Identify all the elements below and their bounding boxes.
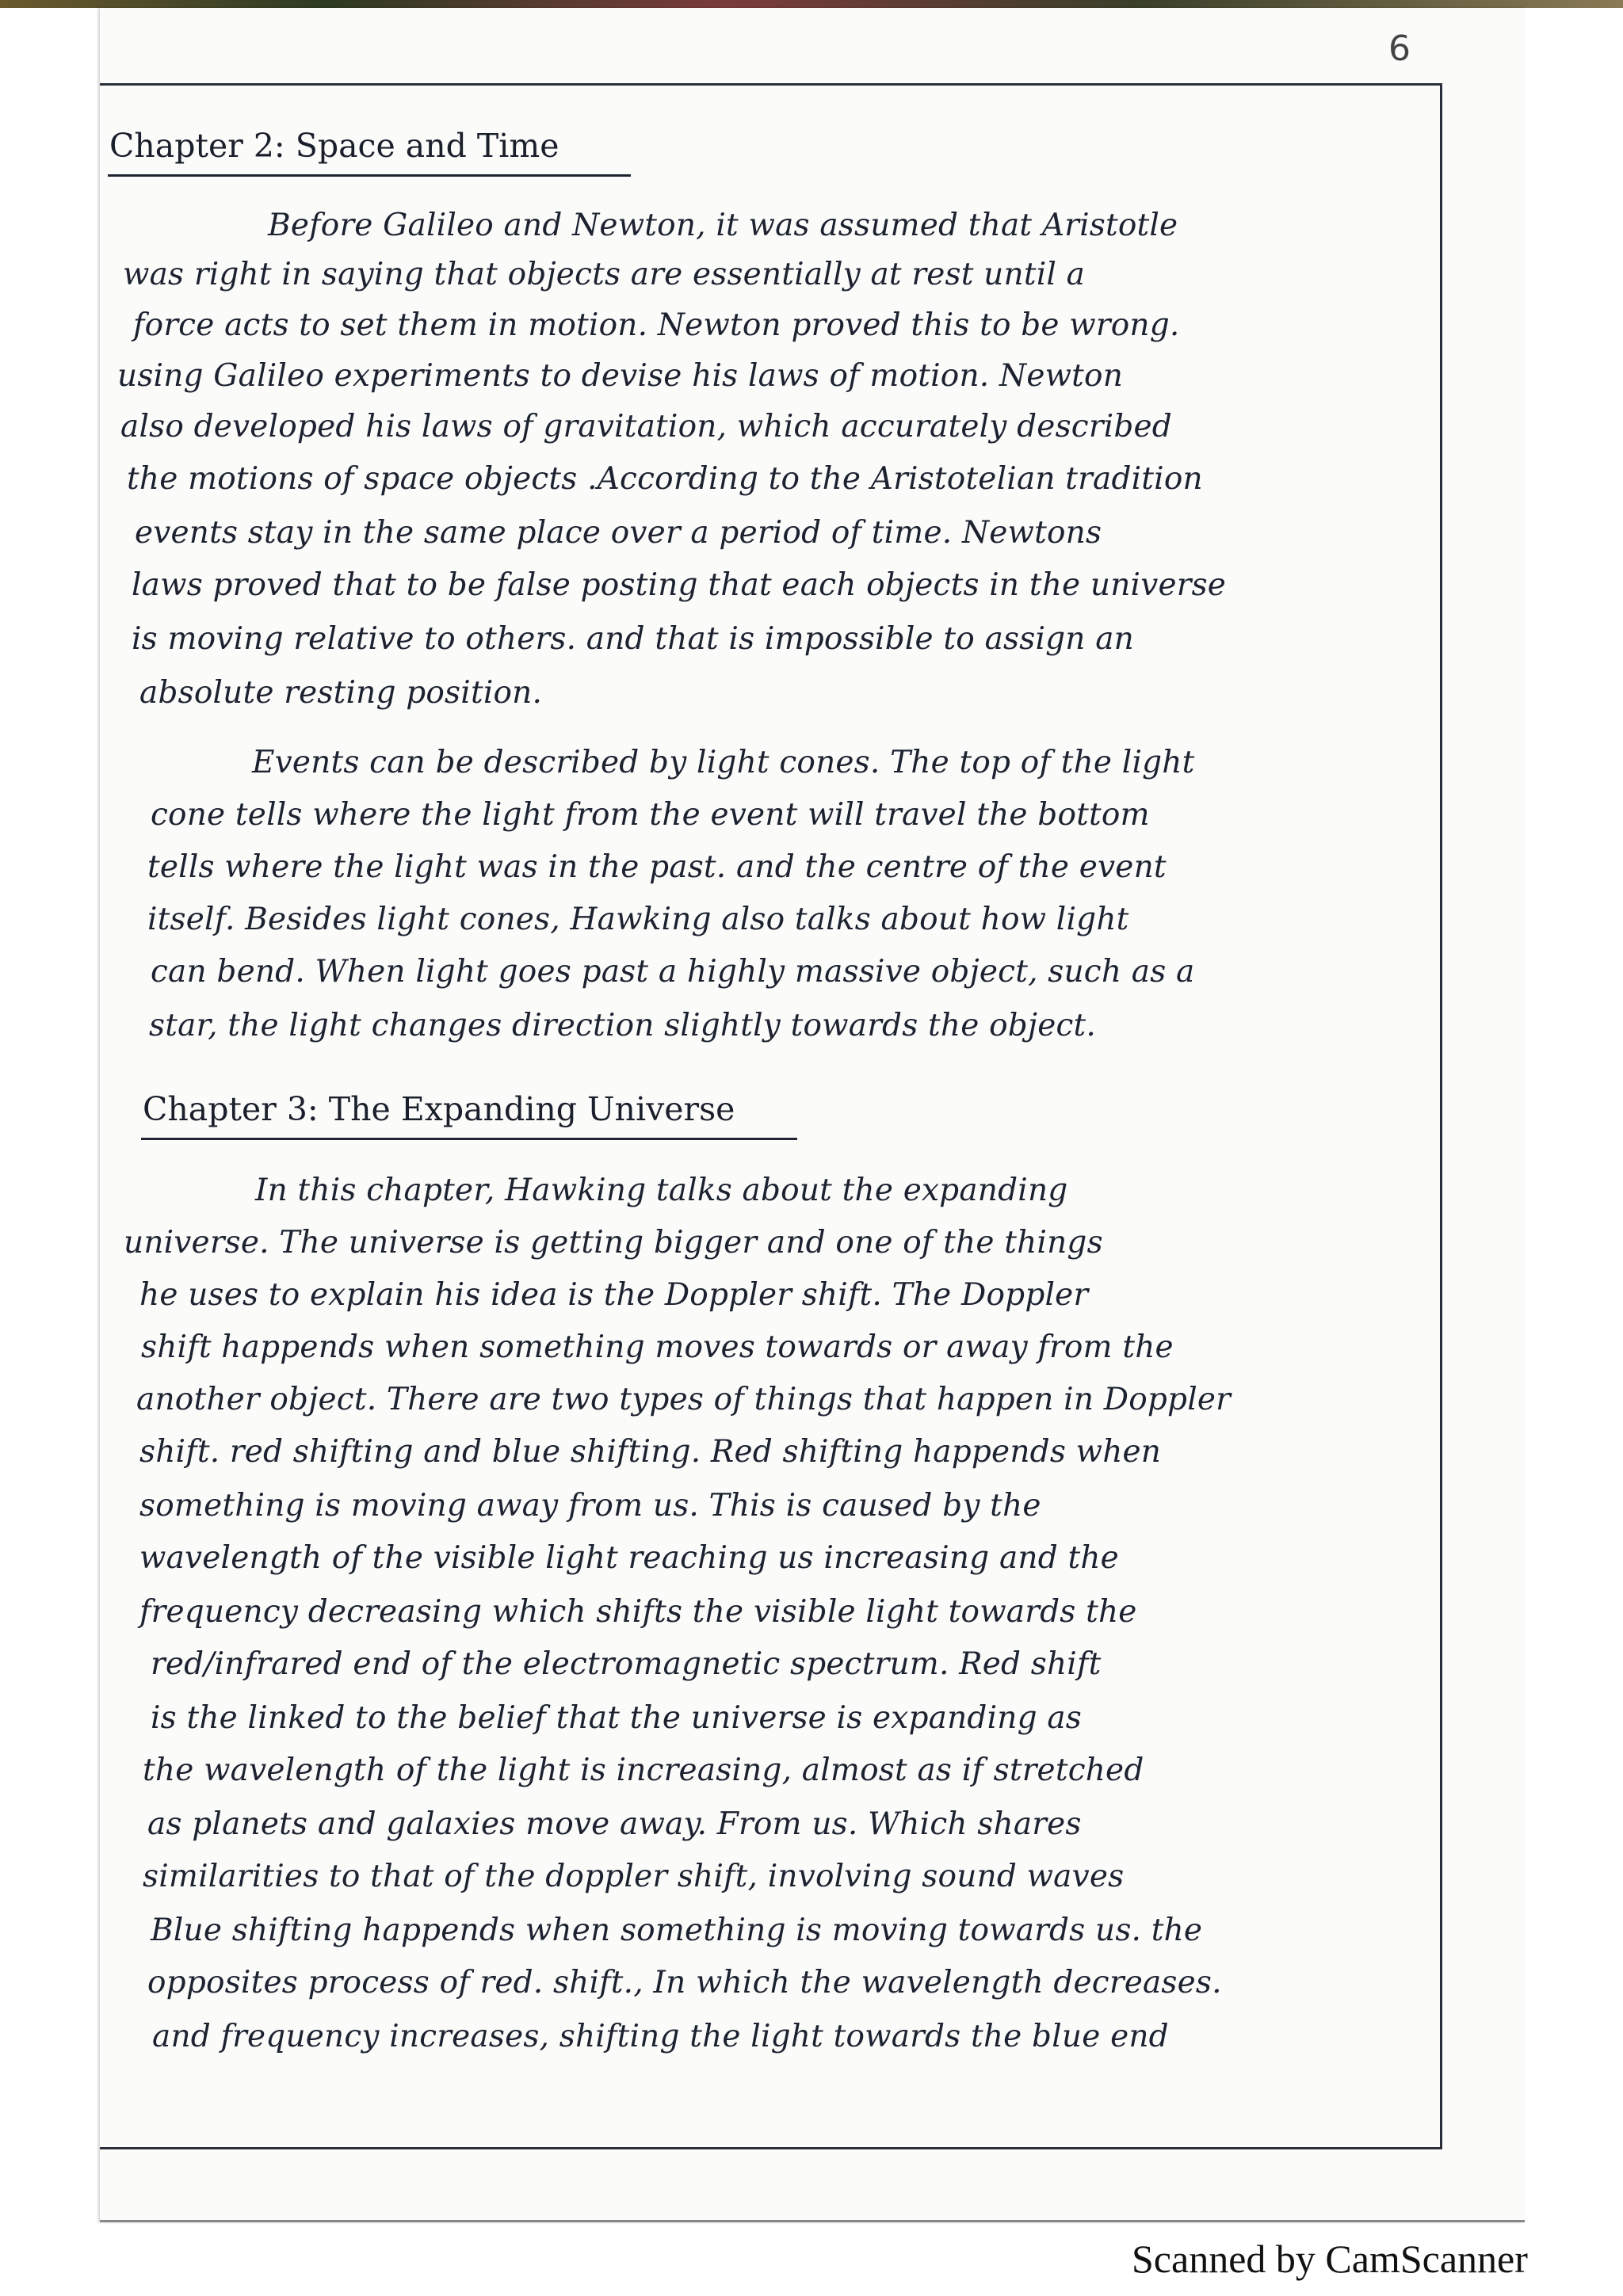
text-line: shift. red shifting and blue shifting. Red shifting happends when: [139, 1434, 1162, 1470]
text-line: absolute resting position.: [139, 675, 543, 711]
text-line: frequency decreasing which shifts the visible light towards the: [139, 1594, 1137, 1630]
text-line: using Galileo experiments to devise his laws of motion. Newton: [117, 358, 1124, 394]
text-line: laws proved that to be false posting that each objects in the universe: [132, 567, 1227, 603]
chapter-3-underline: [141, 1138, 797, 1140]
top-edge-strip: [0, 0, 1623, 8]
text-line: Events can be described by light cones. The top of the light: [252, 745, 1195, 780]
text-line: the motions of space objects .According to the Aristotelian tradition: [127, 461, 1203, 497]
text-line: wavelength of the visible light reaching us increasing and the: [139, 1540, 1119, 1576]
text-line: he uses to explain his idea is the Doppler shift. The Doppler: [139, 1277, 1089, 1313]
page-number: 6: [1388, 29, 1411, 69]
text-line: force acts to set them in motion. Newton proved this to be wrong.: [133, 307, 1180, 343]
text-line: the wavelength of the light is increasing, almost as if stretched: [143, 1753, 1144, 1788]
chapter-2-underline: [108, 174, 631, 177]
scanner-watermark: Scanned by CamScanner: [1132, 2237, 1528, 2281]
text-line: universe. The universe is getting bigger and one of the things: [124, 1225, 1103, 1261]
text-line: as planets and galaxies move away. From us. Which shares: [147, 1806, 1082, 1842]
chapter-3-heading: Chapter 3: The Expanding Universe: [143, 1090, 735, 1128]
text-line: something is moving away from us. This is caused by the: [139, 1488, 1041, 1524]
text-line: Blue shifting happends when something is moving towards us. the: [151, 1913, 1203, 1948]
text-line: is moving relative to others. and that is impossible to assign an: [132, 621, 1134, 657]
text-line: opposites process of red. shift., In which the wavelength decreases.: [147, 1965, 1222, 2000]
text-line: another object. There are two types of things that happen in Doppler: [136, 1382, 1232, 1417]
text-line: cone tells where the light from the event will travel the bottom: [151, 797, 1150, 833]
text-line: similarities to that of the doppler shift, involving sound waves: [143, 1859, 1125, 1894]
page-bottom-edge: [100, 2220, 1525, 2222]
text-line: itself. Besides light cones, Hawking also talks about how light: [147, 902, 1129, 937]
text-line: can bend. When light goes past a highly massive object, such as a: [151, 954, 1195, 990]
text-line: tells where the light was in the past. and the centre of the event: [147, 849, 1167, 885]
chapter-2-heading: Chapter 2: Space and Time: [109, 127, 559, 165]
text-line: also developed his laws of gravitation, which accurately described: [120, 409, 1172, 444]
text-line: is the linked to the belief that the universe is expanding as: [151, 1700, 1083, 1736]
text-line: Before Galileo and Newton, it was assumed that Aristotle: [268, 208, 1178, 243]
text-line: and frequency increases, shifting the light towards the blue end: [152, 2019, 1169, 2054]
text-line: events stay in the same place over a period of time. Newtons: [135, 515, 1102, 551]
text-line: In this chapter, Hawking talks about the expanding: [255, 1173, 1068, 1208]
text-line: red/infrared end of the electromagnetic spectrum. Red shift: [151, 1646, 1102, 1682]
text-line: star, the light changes direction slightly towards the object.: [149, 1008, 1097, 1043]
text-line: was right in saying that objects are essentially at rest until a: [123, 257, 1086, 292]
text-line: shift happends when something moves towards or away from the: [141, 1329, 1174, 1365]
